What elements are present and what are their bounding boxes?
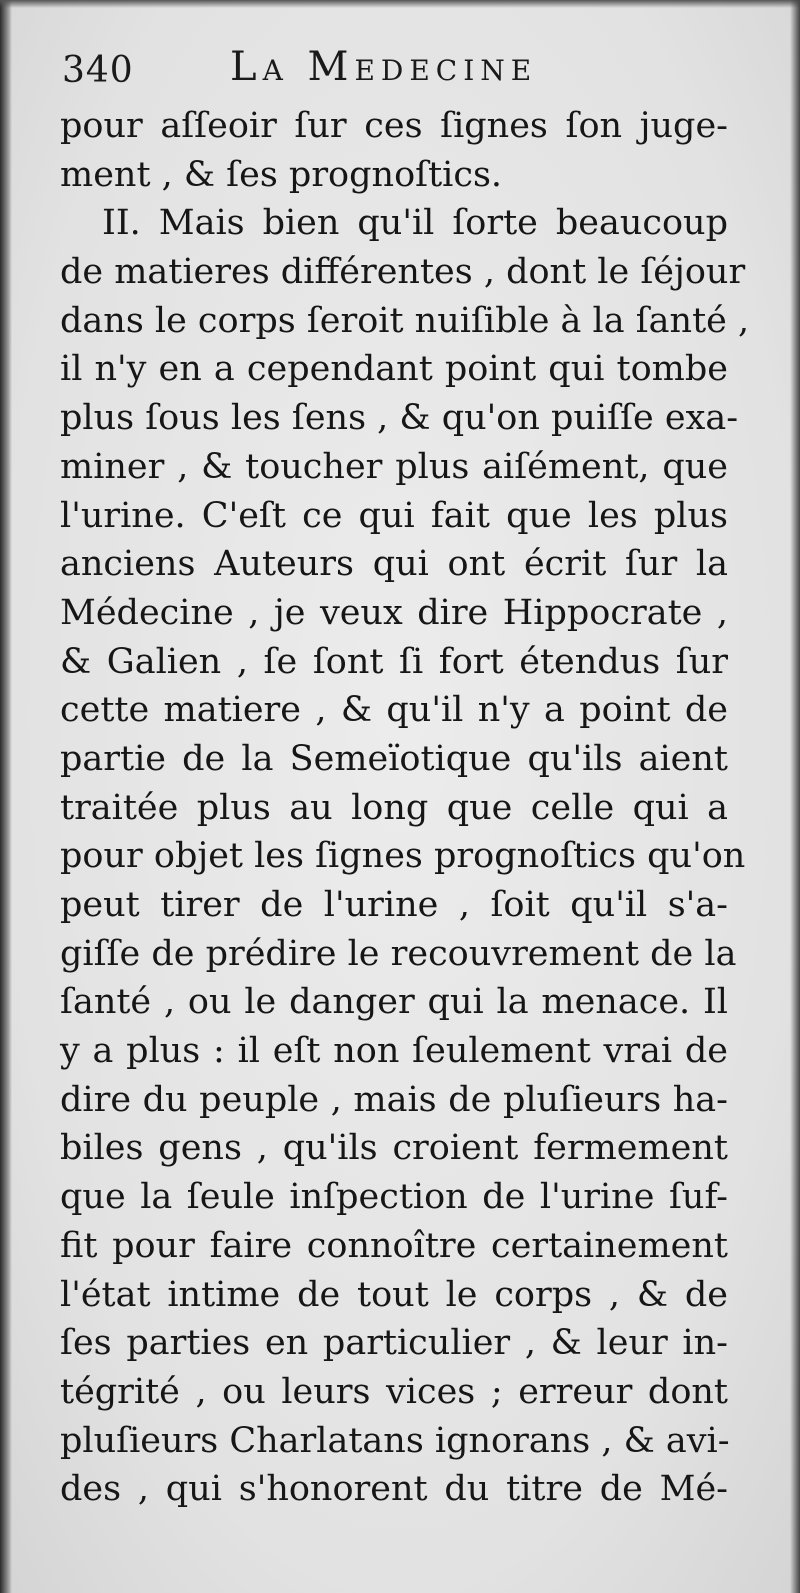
page-right-shadow: [790, 0, 800, 1593]
body-text: [60, 102, 750, 1514]
text-line: giſſe de prédire le recouvrement de la: [60, 933, 737, 974]
text-line: l'urine. C'eſt ce qui fait que les plus: [60, 495, 728, 536]
text-line: de matieres différentes , dont le ſéjour: [60, 252, 746, 293]
text-line: anciens Auteurs qui ont écrit ſur la: [60, 544, 728, 585]
text-line: miner , & toucher plus aiſément, que: [60, 446, 728, 487]
text-line: traitée plus au long que celle qui a: [60, 787, 728, 828]
text-line: biles gens , qu'ils croient fermement: [60, 1128, 728, 1169]
text-line: ment , & ſes prognoſtics.: [60, 154, 503, 195]
text-line: ſes parties en particulier , & leur in-: [60, 1323, 728, 1364]
text-line: plus ſous les ſens , & qu'on puiſſe exa-: [60, 398, 739, 439]
text-line: pour aſſeoir ſur ces ſignes ſon juge-: [60, 106, 728, 146]
text-line: il n'y en a cependant point qui tombe: [60, 349, 728, 390]
paragraph-start-line: II. Mais bien qu'il ſorte beaucoup: [102, 203, 728, 244]
text-line: des , qui s'honorent du titre de Mé-: [60, 1469, 728, 1510]
text-line: dire du peuple , mais de pluſieurs ha-: [60, 1079, 728, 1120]
text-line: ſanté , ou le danger qui la menace. Il: [60, 982, 728, 1023]
page-top-shadow: [0, 0, 800, 8]
text-line: peut tirer de l'urine , ſoit qu'il s'a-: [60, 885, 728, 925]
page-binding-shadow: [0, 0, 12, 1593]
text-line: dans le corps ſeroit nuiſible à la ſanté ,: [60, 300, 750, 341]
text-line: Médecine , je veux dire Hippocrate ,: [60, 592, 728, 633]
text-line: fit pour faire connoître certainement: [60, 1225, 728, 1266]
running-head-title: La Medecine: [230, 44, 538, 90]
page-number: 340: [62, 50, 134, 91]
text-line: partie de la Semeïotique qu'ils aient: [60, 738, 728, 779]
text-line: pluſieurs Charlatans ignorans , & avi-: [60, 1420, 730, 1461]
text-line: pour objet les ſignes prognoſtics qu'on: [60, 836, 746, 877]
text-line: l'état intime de tout le corps , & de: [60, 1274, 728, 1315]
text-line: y a plus : il eſt non ſeulement vrai de: [60, 1031, 728, 1072]
text-line: cette matiere , & qu'il n'y a point de: [60, 690, 728, 731]
running-head: [62, 44, 762, 100]
text-line: que la ſeule inſpection de l'urine ſuf-: [60, 1177, 728, 1218]
text-line: tégrité , ou leurs vices ; erreur dont: [60, 1371, 728, 1412]
text-line: & Galien , ſe ſont ſi fort étendus ſur: [60, 641, 728, 682]
